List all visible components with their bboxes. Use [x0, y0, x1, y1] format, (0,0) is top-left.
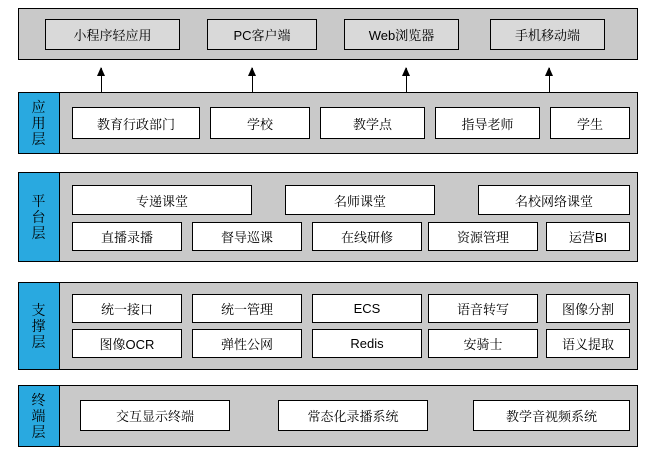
app-box-education-authority: 教育行政部门 [72, 107, 200, 139]
terminal-box-interactive-display: 交互显示终端 [80, 400, 230, 431]
client-box-miniprogram: 小程序轻应用 [45, 19, 180, 50]
layer-label-platform-char-1: 平 [31, 192, 47, 209]
arrow-to-miniprogram [101, 68, 102, 92]
app-box-instructor: 指导老师 [435, 107, 540, 139]
platform-box-resource-management: 资源管理 [428, 222, 538, 251]
arrow-to-web [406, 68, 407, 92]
platform-box-online-training: 在线研修 [312, 222, 422, 251]
layer-label-terminal-char-2: 端 [31, 407, 47, 424]
terminal-box-recording-system: 常态化录播系统 [278, 400, 428, 431]
support-box-security-guard: 安骑士 [428, 329, 538, 358]
support-box-redis: Redis [312, 329, 422, 358]
layer-label-application-char-1: 应 [31, 98, 47, 115]
layer-label-support-char-1: 支 [31, 301, 47, 318]
platform-box-live-recording: 直播录播 [72, 222, 182, 251]
platform-box-supervision: 督导巡课 [192, 222, 302, 251]
layer-label-application-char-3: 层 [31, 131, 47, 148]
platform-box-famous-school-online: 名校网络课堂 [478, 185, 630, 215]
layer-label-platform [18, 172, 60, 262]
support-box-semantic-extraction: 语义提取 [546, 329, 630, 358]
platform-box-operations-bi: 运营BI [546, 222, 630, 251]
client-box-mobile: 手机移动端 [490, 19, 605, 50]
arrow-to-pc [252, 68, 253, 92]
layer-label-platform-char-2: 台 [31, 208, 47, 225]
app-box-school: 学校 [210, 107, 310, 139]
layer-label-application-char-2: 用 [31, 114, 47, 131]
support-box-image-segmentation: 图像分割 [546, 294, 630, 323]
platform-box-express-classroom: 专递课堂 [72, 185, 252, 215]
support-box-unified-interface: 统一接口 [72, 294, 182, 323]
layer-label-support [18, 282, 60, 370]
client-box-pc: PC客户端 [207, 19, 317, 50]
support-box-ecs: ECS [312, 294, 422, 323]
layer-label-terminal [18, 385, 60, 447]
app-box-teaching-point: 教学点 [320, 107, 425, 139]
layer-label-support-char-3: 层 [31, 334, 47, 351]
terminal-box-av-system: 教学音视频系统 [473, 400, 630, 431]
support-box-elastic-ip: 弹性公网 [192, 329, 302, 358]
layer-label-terminal-char-3: 层 [31, 424, 47, 441]
layer-label-terminal-char-1: 终 [31, 391, 47, 408]
support-box-unified-management: 统一管理 [192, 294, 302, 323]
support-box-image-ocr: 图像OCR [72, 329, 182, 358]
arrow-to-mobile [549, 68, 550, 92]
platform-box-master-classroom: 名师课堂 [285, 185, 435, 215]
layer-label-support-char-2: 撑 [31, 317, 47, 334]
app-box-student: 学生 [550, 107, 630, 139]
client-box-web: Web浏览器 [344, 19, 459, 50]
layer-label-application [18, 92, 60, 154]
layer-label-platform-char-3: 层 [31, 225, 47, 242]
support-box-speech-to-text: 语音转写 [428, 294, 538, 323]
